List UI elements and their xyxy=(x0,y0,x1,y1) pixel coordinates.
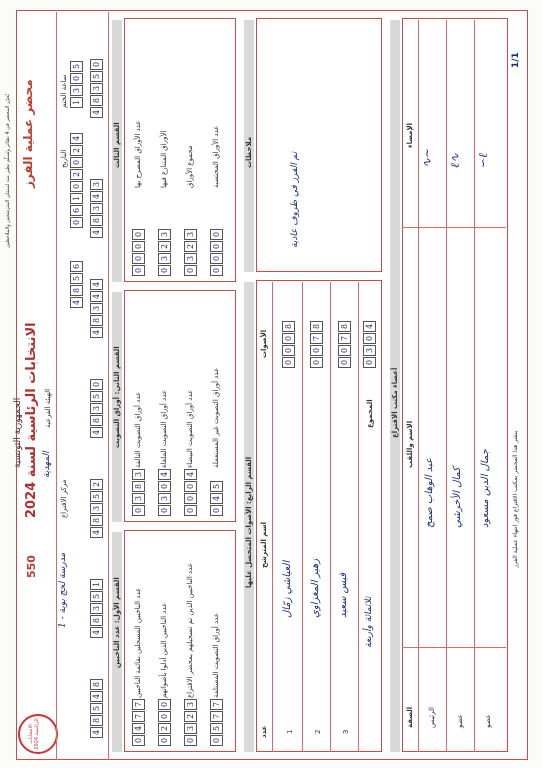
members-header-signature: الإمضاء xyxy=(406,122,414,148)
s1-row-value xyxy=(132,699,145,746)
value-digit: 3 xyxy=(132,469,145,480)
s2-row-value xyxy=(158,469,171,516)
value-digit: 0 xyxy=(184,265,197,276)
value-digit: 0 xyxy=(210,265,223,276)
results-row-line xyxy=(302,282,303,752)
value-digit: 0 xyxy=(158,481,171,492)
value-digit: 4 xyxy=(184,469,197,480)
date-digit: 0 xyxy=(70,217,83,228)
s1-row-value xyxy=(184,699,197,746)
value-digit: 2 xyxy=(158,241,171,252)
code-digit: 4 xyxy=(90,627,103,638)
code-digit: 5 xyxy=(70,273,83,284)
s1-row-label: عدد الناخبين المسجلين بقائمة الناخبين xyxy=(134,587,142,698)
value-digit: 0 xyxy=(132,735,145,746)
total-digit: 0 xyxy=(363,357,376,368)
total-digit: 4 xyxy=(363,321,376,332)
value-digit: 0 xyxy=(184,735,197,746)
vote-digit: 0 xyxy=(338,357,351,368)
codes-divider xyxy=(108,12,109,760)
label-subcommission: الهيئة الفرعية xyxy=(44,388,52,428)
vote-digit: 8 xyxy=(282,321,295,332)
code-row-g xyxy=(90,59,103,118)
result-votes xyxy=(310,321,323,368)
s2-row-label: عدد أوراق التصويت البيضاء xyxy=(186,389,194,468)
footer-note: ينشر هذا المحضر بمكتب الاقتراع فور انتهاء عملية الفرز xyxy=(512,430,519,568)
vote-digit: 0 xyxy=(338,345,351,356)
code-digit: 3 xyxy=(90,403,103,414)
code-digit: 8 xyxy=(90,215,103,226)
s3-row-label: الأوراق المتنازع فيها xyxy=(160,130,168,188)
section2-title: القسم الثاني: أوراق التصويت xyxy=(113,346,121,448)
results-written-total: ثلاثمائة وأربعة xyxy=(364,596,374,648)
footer-page: 1/1 xyxy=(511,52,521,68)
form-subtitle: محضر عملية الفرز xyxy=(21,79,35,188)
code-digit: 8 xyxy=(90,515,103,526)
value-digit: 3 xyxy=(158,253,171,264)
member-signature: ∿∼ xyxy=(420,147,434,168)
s1-row-label: عدد الناخبين الذين تم تسجيلهم بمحضر الاقتراع xyxy=(186,562,194,698)
code-digit: 8 xyxy=(90,315,103,326)
s1-row-label: عدد الناخبين الذين أدلوا بأصواتهم xyxy=(160,602,168,698)
s2-row-value xyxy=(210,481,223,516)
s2-row-label: عدد أوراق التصويت التالفة xyxy=(134,391,142,468)
value-digit: 0 xyxy=(184,505,197,516)
vote-digit: 0 xyxy=(282,333,295,344)
s2-row-value xyxy=(184,469,197,516)
results-header-name: اسم المترشح xyxy=(260,521,268,568)
notes-title: ملاحظات xyxy=(245,136,253,168)
code-digit: 3 xyxy=(90,503,103,514)
value-digit: 0 xyxy=(132,265,145,276)
total-digit: 0 xyxy=(363,333,376,344)
s2-row-label: عدد أوراق التصويت الملغاة xyxy=(160,389,168,468)
code-digit: 3 xyxy=(90,179,103,190)
results-header-votes: الأصوات xyxy=(260,329,268,358)
section3-title: القسم الثالث xyxy=(113,122,121,168)
value-digit: 0 xyxy=(210,241,223,252)
code-digit: 0 xyxy=(90,379,103,390)
vote-digit: 0 xyxy=(310,357,323,368)
date-digit: 1 xyxy=(70,193,83,204)
member-role: عضو xyxy=(484,714,492,728)
result-votes xyxy=(338,321,351,368)
s3-row-label: عدد الأوراق المحتسبة xyxy=(212,125,220,188)
date-digit: 0 xyxy=(70,181,83,192)
members-col-line xyxy=(402,227,506,228)
value-digit: 0 xyxy=(184,481,197,492)
value-digit: 0 xyxy=(210,505,223,516)
vote-digit: 0 xyxy=(310,345,323,356)
member-signature: ℓ∿ xyxy=(448,152,462,168)
code-digit: 4 xyxy=(70,297,83,308)
value-digit: 0 xyxy=(158,735,171,746)
member-role: الرئيس xyxy=(428,707,436,728)
value-digit: 4 xyxy=(210,493,223,504)
date-digit: 2 xyxy=(70,169,83,180)
code-digit: 6 xyxy=(70,261,83,272)
code-digit: 8 xyxy=(90,679,103,690)
date-digit: 0 xyxy=(70,157,83,168)
top-note: يُحرّر المحضر في 4 نظائر ويُسلّم نظير منه لممثلي المترشحين والملاحظين xyxy=(5,94,11,248)
label-center: مركز الاقتراع xyxy=(60,479,68,518)
code-digit: 5 xyxy=(90,591,103,602)
member-name: عبد الوهاب صمح xyxy=(424,457,435,528)
code-digit: 8 xyxy=(90,715,103,726)
code-row-f xyxy=(90,179,103,238)
code-row-a xyxy=(90,679,103,738)
member-name: كمال الأخرشي xyxy=(452,467,463,528)
value-digit: 7 xyxy=(132,711,145,722)
code-row-c xyxy=(90,479,103,538)
vote-digit: 0 xyxy=(282,357,295,368)
notes-text: تم الفرز في ظروف عادية xyxy=(290,151,300,248)
code-digit: 8 xyxy=(70,285,83,296)
value-digit: 3 xyxy=(184,253,197,264)
vote-digit: 8 xyxy=(310,321,323,332)
s3-row-value xyxy=(132,229,145,276)
form-title-main: الانتخابات الرئاسية لسنة 2024 xyxy=(24,322,39,518)
vote-digit: 8 xyxy=(338,321,351,332)
date-digit: 4 xyxy=(70,133,83,144)
code-digit: 4 xyxy=(90,327,103,338)
value-digit: 0 xyxy=(210,253,223,264)
vote-digit: 7 xyxy=(310,333,323,344)
results-total-label: المجموع xyxy=(366,399,374,428)
value-digit: 0 xyxy=(158,699,171,710)
members-header-name: الاسم واللقب xyxy=(406,420,414,468)
section1-title: القسم الأول: عدد الناخبين xyxy=(113,577,121,668)
s1-row-value xyxy=(210,699,223,746)
code-row-e xyxy=(90,279,103,338)
member-role: عضو xyxy=(456,714,464,728)
code-digit: 8 xyxy=(90,615,103,626)
code-digit: 5 xyxy=(90,391,103,402)
date-digit: 6 xyxy=(70,205,83,216)
code-digit: 3 xyxy=(90,83,103,94)
value-digit: 2 xyxy=(184,241,197,252)
code-digit: 2 xyxy=(90,479,103,490)
s3-row-label: عدد الأوراق المصرح بها xyxy=(134,120,142,188)
code-row-d xyxy=(90,379,103,438)
code-digit: 5 xyxy=(90,71,103,82)
value-digit: 0 xyxy=(132,253,145,264)
label-time: ساعة الختم xyxy=(60,74,68,108)
result-num: 1 xyxy=(286,729,294,734)
s2-row-value xyxy=(132,469,145,516)
value-digit: 3 xyxy=(184,229,197,240)
code-digit: 4 xyxy=(90,727,103,738)
value-digit: 0 xyxy=(132,229,145,240)
value-digit: 4 xyxy=(132,723,145,734)
time-digit: 5 xyxy=(70,61,83,72)
result-num: 2 xyxy=(314,729,322,734)
time-digit: 1 xyxy=(70,97,83,108)
results-row-line xyxy=(358,282,359,752)
notes-panel xyxy=(256,18,382,272)
value-digit: 7 xyxy=(132,699,145,710)
date-boxes xyxy=(70,133,83,228)
office-code-boxes xyxy=(70,261,83,308)
members-row-line xyxy=(474,20,475,752)
code-digit: 4 xyxy=(90,107,103,118)
result-votes xyxy=(282,321,295,368)
vote-digit: 7 xyxy=(338,333,351,344)
value-subcommission: المهدية xyxy=(42,451,52,478)
members-row-line xyxy=(446,20,447,752)
republic-label: الجمهورية التونسية xyxy=(13,397,23,468)
value-digit: 0 xyxy=(158,711,171,722)
value-digit: 2 xyxy=(158,723,171,734)
code-digit: 4 xyxy=(90,291,103,302)
value-digit: 3 xyxy=(184,699,197,710)
time-digit: 0 xyxy=(70,73,83,84)
results-header-line xyxy=(272,282,273,752)
member-name: جمال الدين مسعود xyxy=(480,449,491,528)
value-digit: 5 xyxy=(210,723,223,734)
code-digit: 8 xyxy=(90,95,103,106)
form-number: 550 xyxy=(25,555,38,578)
code-digit: 5 xyxy=(90,703,103,714)
s3-row-value xyxy=(158,229,171,276)
value-digit: 3 xyxy=(158,493,171,504)
code-digit: 4 xyxy=(90,527,103,538)
header-divider xyxy=(56,12,57,760)
value-digit: 3 xyxy=(132,493,145,504)
s3-row-value xyxy=(184,229,197,276)
s3-row-value xyxy=(210,229,223,276)
value-digit: 8 xyxy=(132,481,145,492)
results-row-line xyxy=(330,282,331,752)
value-digit: 7 xyxy=(210,711,223,722)
results-total xyxy=(363,321,376,368)
results-header-num: عدد xyxy=(260,725,268,738)
code-digit: 4 xyxy=(90,427,103,438)
code-digit: 8 xyxy=(90,415,103,426)
value-center: 1 - مدرسة لحج بوبة xyxy=(58,552,68,628)
code-digit: 4 xyxy=(90,279,103,290)
result-num: 3 xyxy=(342,729,350,734)
value-digit: 7 xyxy=(210,699,223,710)
result-candidate-name: زهير المغزاوي xyxy=(310,558,321,618)
code-row-b xyxy=(90,579,103,638)
code-digit: 3 xyxy=(90,203,103,214)
total-digit: 3 xyxy=(363,345,376,356)
members-col-line xyxy=(402,647,506,648)
code-digit: 4 xyxy=(90,691,103,702)
s1-row-label: عدد أوراق التصويت المستلمة xyxy=(212,612,220,698)
members-header-line xyxy=(418,20,419,752)
code-digit: 3 xyxy=(90,303,103,314)
value-digit: 0 xyxy=(210,735,223,746)
vote-digit: 0 xyxy=(282,345,295,356)
member-signature: ∽ℓ xyxy=(476,152,490,168)
results-title: القسم الرابع: الأصوات المتحصل عليها xyxy=(245,456,253,588)
value-digit: 3 xyxy=(184,723,197,734)
s2-row-label: عدد أوراق التصويت غير المستعملة xyxy=(212,367,220,468)
result-candidate-name: العياشي زمّال xyxy=(282,560,293,618)
date-digit: 2 xyxy=(70,145,83,156)
code-digit: 5 xyxy=(90,491,103,502)
members-header-role: الصفة xyxy=(406,706,414,728)
time-digit: 3 xyxy=(70,85,83,96)
value-digit: 0 xyxy=(158,265,171,276)
code-digit: 4 xyxy=(90,191,103,202)
code-digit: 0 xyxy=(90,59,103,70)
value-digit: 4 xyxy=(158,469,171,480)
value-digit: 0 xyxy=(210,229,223,240)
s1-row-value xyxy=(158,699,171,746)
code-digit: 4 xyxy=(90,227,103,238)
value-digit: 0 xyxy=(132,505,145,516)
value-digit: 0 xyxy=(158,505,171,516)
value-digit: 3 xyxy=(158,229,171,240)
election-logo: الانتخابات الرئاسية 2024 xyxy=(18,714,58,754)
label-date: التاريخ xyxy=(60,149,68,168)
code-digit: 1 xyxy=(90,579,103,590)
code-digit: 3 xyxy=(90,603,103,614)
value-digit: 2 xyxy=(184,711,197,722)
value-digit: 5 xyxy=(210,481,223,492)
s3-row-label: مجموع الأوراق xyxy=(186,145,194,188)
value-digit: 0 xyxy=(184,493,197,504)
time-boxes xyxy=(70,61,83,108)
members-title: أعضاء مكتب الاقتراع xyxy=(391,367,399,438)
result-candidate-name: قيس سعيد xyxy=(338,572,349,618)
value-digit: 0 xyxy=(132,241,145,252)
